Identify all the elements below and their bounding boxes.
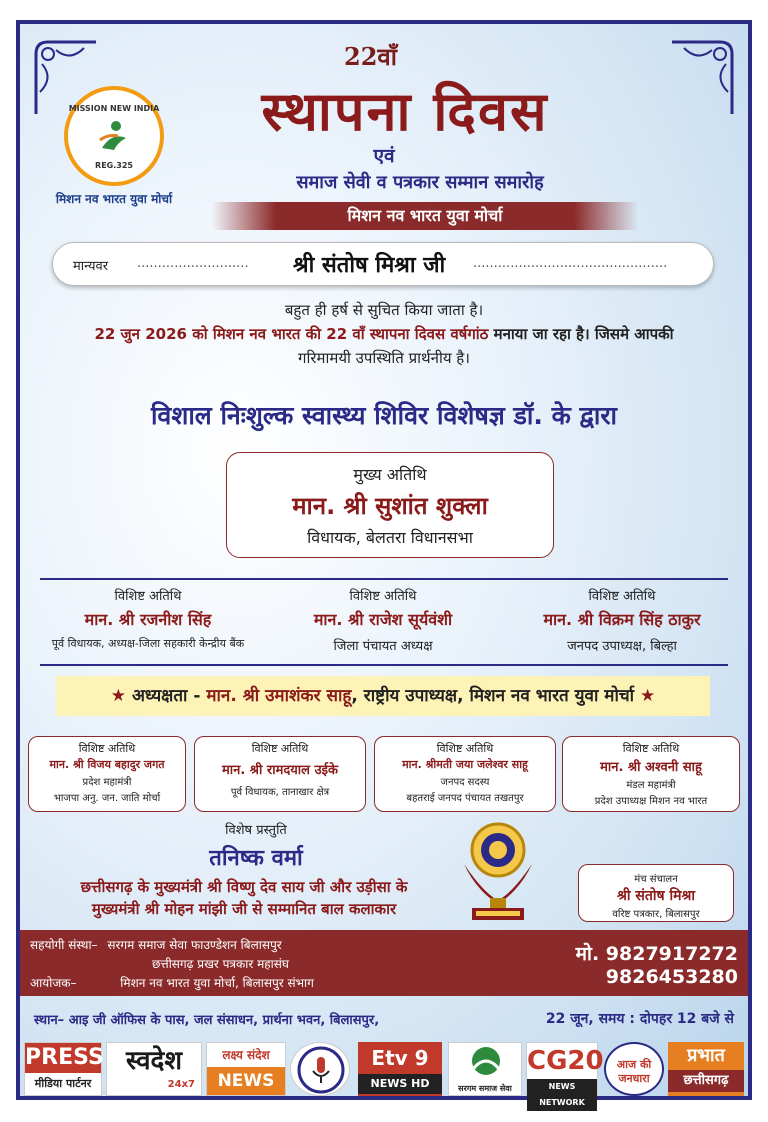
press-logo — [24, 1042, 102, 1096]
lakshya-news-text: NEWS — [207, 1067, 285, 1095]
swadesh-logo — [106, 1042, 202, 1096]
anniversary-badge: 22वाँ — [344, 42, 397, 71]
aaj-text: आज की जनधारा — [616, 1058, 652, 1085]
support-org-2: छत्तीसगढ़ प्रखर पत्रकार महासंघ — [152, 957, 289, 971]
anchor-name: श्री संतोष मिश्रा — [617, 888, 695, 904]
special-desc-line-2: मुख्यमंत्री श्री मोहन मांझी जी से सम्मानित बाल कलाकार — [91, 900, 397, 918]
guest-card-line-1: प्रदेश महामंत्री — [82, 777, 132, 788]
press-text: PRESS — [25, 1043, 101, 1073]
prabhat-sub: छत्तीसगढ़ — [668, 1070, 744, 1092]
sargam-logo — [448, 1042, 522, 1096]
guest-card-line-1: जनपद सदस्य — [440, 777, 490, 788]
chair-name: मान. श्री उमाशंकर साहू — [206, 686, 352, 706]
message-line-1: बहुत ही हर्ष से सुचित किया जाता है। — [284, 301, 484, 319]
chair-designation: , राष्ट्रीय उपाध्यक्ष, मिशन नव भारत युवा मोर्चा — [351, 686, 635, 706]
person-icon — [96, 118, 132, 154]
anchor-designation: वरिष्ट पत्रकार, बिलासपुर — [612, 909, 700, 920]
special-guest-3 — [504, 586, 740, 654]
divider-bottom — [40, 664, 728, 666]
etv9-logo — [358, 1042, 442, 1096]
special-guest-name: मान. श्री विक्रम सिंह ठाकुर — [543, 610, 701, 629]
special-guest-name: मान. श्री राजेश सूर्यवंशी — [313, 610, 453, 629]
chief-guest-label: मुख्य अतिथि — [353, 465, 427, 484]
lakshya-sandesh-logo — [206, 1042, 286, 1096]
special-presentation-name: तनिष्क वर्मा — [209, 846, 303, 871]
trophy-icon — [450, 818, 546, 924]
sargam-text: सरगम समाज सेवा — [458, 1084, 512, 1093]
guest-card-label: विशिष्ट अतिथि — [436, 742, 494, 755]
chief-guest-designation: विधायक, बेलतरा विधानसभा — [307, 528, 473, 547]
etv9-text: Etv 9 — [371, 1046, 429, 1070]
chief-guest-card — [226, 452, 554, 558]
special-guest-designation: जनपद उपाध्यक्ष, बिल्हा — [567, 639, 677, 654]
swadesh-sub: 24x7 — [167, 1079, 195, 1090]
hands-icon — [449, 1043, 523, 1079]
media-partner-text: मीडिया पार्टनर — [34, 1077, 92, 1090]
special-presentation-desc — [44, 876, 444, 920]
divider-top — [40, 578, 728, 580]
microphone-icon — [291, 1043, 351, 1097]
cg20-text: CG20 — [527, 1046, 604, 1076]
media-partners-row — [20, 1040, 748, 1107]
venue-time: 22 जून, समय : दोपहर 12 बजे से — [545, 1011, 734, 1027]
logo-top-text: MISSION NEW INDIA — [68, 104, 160, 113]
prabhat-logo — [668, 1042, 744, 1096]
invitee-box — [52, 242, 714, 286]
dotted-line-right: ............................................... — [473, 256, 668, 271]
guest-card-line-2: भाजपा अनु. जन. जाति मोर्चा — [53, 793, 161, 804]
guest-card-label: विशिष्ट अतिथि — [78, 742, 136, 755]
star-icon: ★ — [639, 686, 656, 706]
guest-card-3 — [374, 736, 556, 812]
special-desc-line-1: छत्तीसगढ़ के मुख्यमंत्री श्री विष्णु देव साय जी और उड़ीसा के — [80, 878, 408, 896]
star-icon: ★ — [110, 686, 127, 706]
guest-card-name: मान. श्री रामदयाल उईके — [221, 763, 339, 778]
special-guest-2 — [270, 586, 496, 654]
anchor-card — [578, 864, 734, 922]
support-row-1 — [30, 936, 282, 953]
invitee-label: मान्यवर — [73, 259, 109, 274]
special-guest-name: मान. श्री रजनीश सिंह — [84, 610, 212, 629]
corner-ornament-top-right — [662, 34, 742, 124]
guest-card-name: मान. श्री अश्वनी साहू — [600, 760, 702, 775]
guest-card-4 — [562, 736, 740, 812]
dotted-line-left: ........................... — [137, 256, 249, 271]
page-title: स्थापना दिवस — [261, 79, 549, 143]
cg20-sub: NEWS NETWORK — [527, 1079, 597, 1111]
message-line-2 — [30, 324, 738, 344]
support-org-1: सरगम समाज सेवा फाउण्डेशन बिलासपुर — [107, 938, 282, 952]
special-guest-designation: पूर्व विधायक, अध्यक्ष-जिला सहकारी केन्द्रीय बैंक — [51, 637, 245, 650]
anchor-label: मंच संचालन — [634, 874, 678, 885]
special-guest-label: विशिष्ट अतिथि — [114, 589, 182, 604]
aaj-ki-jandhara-logo — [604, 1042, 664, 1096]
cg20-logo — [526, 1042, 604, 1107]
organizer-label: आयोजक– — [30, 976, 77, 990]
message-line-3: गरिमामयी उपस्थिति प्रार्थनीय है। — [298, 349, 470, 367]
lakshya-text: लक्ष्य संदेश — [222, 1048, 270, 1062]
swadesh-text: स्वदेश — [125, 1046, 183, 1076]
message-line-2-rest: मनाया जा रहा है। जिसमे आपकी — [488, 325, 674, 343]
phone-1: मो. 9827917272 — [575, 943, 738, 965]
phone-2: 9826453280 — [605, 966, 738, 988]
invitee-name: श्री संतोष मिश्रा जी — [293, 253, 446, 278]
health-camp-heading: विशाल निःशुल्क स्वास्थ्य शिविर विशेषज्ञ डॉ. के द्वारा — [150, 401, 618, 430]
venue-place: स्थान– आइ जी ऑफिस के पास, जल संसाधन, प्रार्थना भवन, बिलासपुर, — [34, 1013, 380, 1028]
special-guest-label: विशिष्ट अतिथि — [349, 589, 417, 604]
footer-band — [20, 930, 748, 996]
special-guest-1 — [30, 586, 266, 651]
special-guest-label: विशिष्ट अतिथि — [588, 589, 656, 604]
mission-new-india-logo — [64, 86, 164, 186]
organization-banner: मिशन नव भारत युवा मोर्चा — [212, 202, 638, 230]
guest-card-2 — [194, 736, 366, 812]
special-guest-designation: जिला पंचायत अध्यक्ष — [333, 639, 433, 654]
guest-card-line-2: प्रदेश उपाध्यक्ष मिशन नव भारत — [594, 796, 708, 807]
guest-card-name: मान. श्री विजय बहादुर जगत — [49, 758, 165, 771]
message-highlight: 22 जुन 2026 को मिशन नव भारत की 22 वाँ स्थापना दिवस वर्षगांठ — [94, 325, 489, 343]
circle-logo — [290, 1042, 350, 1096]
logo-caption: मिशन नव भारत युवा मोर्चा — [55, 192, 173, 206]
guest-card-name: मान. श्रीमती जया जलेश्वर साहू — [402, 758, 528, 771]
logo-reg-text: REG.325 — [95, 161, 133, 170]
guest-card-label: विशिष्ट अतिथि — [251, 742, 309, 755]
support-label: सहयोगी संस्था– — [30, 938, 98, 952]
title-conjunction: एवं — [373, 145, 395, 167]
etv9-sub: NEWS HD — [358, 1074, 442, 1094]
guest-card-label: विशिष्ट अतिथि — [622, 742, 680, 755]
chair-prefix: अध्यक्षता - — [131, 686, 207, 706]
chief-guest-name: मान. श्री सुशांत शुक्ला — [292, 492, 488, 520]
organizer-name: मिशन नव भारत युवा मोर्चा, बिलासपुर संभाग — [120, 976, 314, 990]
chairperson-banner — [56, 676, 710, 716]
guest-card-line-1: मंडल महामंत्री — [626, 780, 676, 791]
guest-card-line-2: बहतराई जनपद पंचायत तखतपुर — [406, 793, 524, 804]
event-subtitle: समाज सेवी व पत्रकार सम्मान समारोह — [296, 172, 544, 193]
guest-card-line-1: पूर्व विधायक, तानाखार क्षेत्र — [230, 787, 330, 798]
organizer-row — [30, 974, 314, 991]
guest-card-1 — [28, 736, 186, 812]
special-presentation-label: विशेष प्रस्तुति — [225, 823, 287, 838]
prabhat-text: प्रभात — [687, 1045, 725, 1066]
venue-row — [20, 1000, 748, 1036]
